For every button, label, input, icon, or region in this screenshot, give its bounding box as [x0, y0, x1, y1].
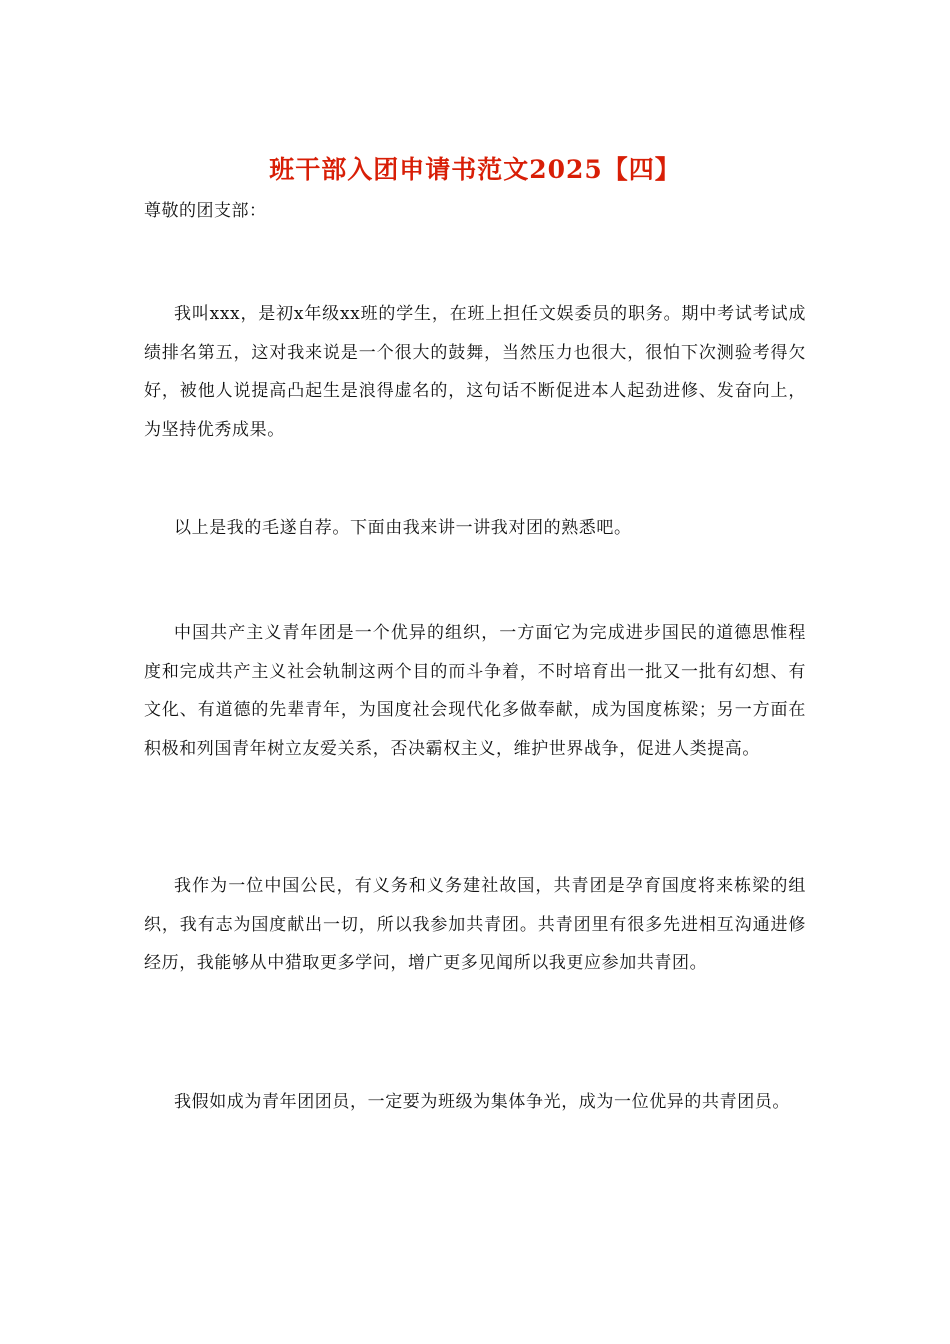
paragraph-league-description: 中国共产主义青年团是一个优异的组织，一方面它为完成进步国民的道德思惟程度和完成共产主义社会轨制这两个目的而斗争着，不时培育出一批又一批有幻想、有文化、有道德的先辈青年，为国度社会现代化多做奉献，成为国度栋梁；另一方面在积极和列国青年树立友爱关系，否决霸权主义，维护世界战争，促进人类提高。 [144, 623, 806, 759]
document-title: 班干部入团申请书范文2025【四】 [269, 155, 681, 184]
paragraph-introduction: 我叫xxx，是初x年级xx班的学生，在班上担任文娱委员的职务。期中考试考试成绩排名第五，这对我来说是一个很大的鼓舞，当然压力也很大，很怕下次测验考得欠好，被他人说提高凸起生是浪得虚名的，这句话不断促进本人起劲进修、发奋向上，为坚持优秀成果。 [144, 304, 806, 440]
paragraph-motivation: 我作为一位中国公民，有义务和义务建社故国，共青团是孕育国度将来栋梁的组织，我有志为国度献出一切，所以我参加共青团。共青团里有很多先进相互沟通进修经历，我能够从中猎取更多学问，增广更多见闻所以我更应参加共青团。 [144, 876, 806, 973]
paragraph-transition: 以上是我的毛遂自荐。下面由我来讲一讲我对团的熟悉吧。 [174, 518, 632, 538]
paragraph-commitment: 我假如成为青年团团员，一定要为班级为集体争光，成为一位优异的共青团员。 [174, 1092, 790, 1112]
salutation: 尊敬的团支部： [144, 201, 267, 221]
